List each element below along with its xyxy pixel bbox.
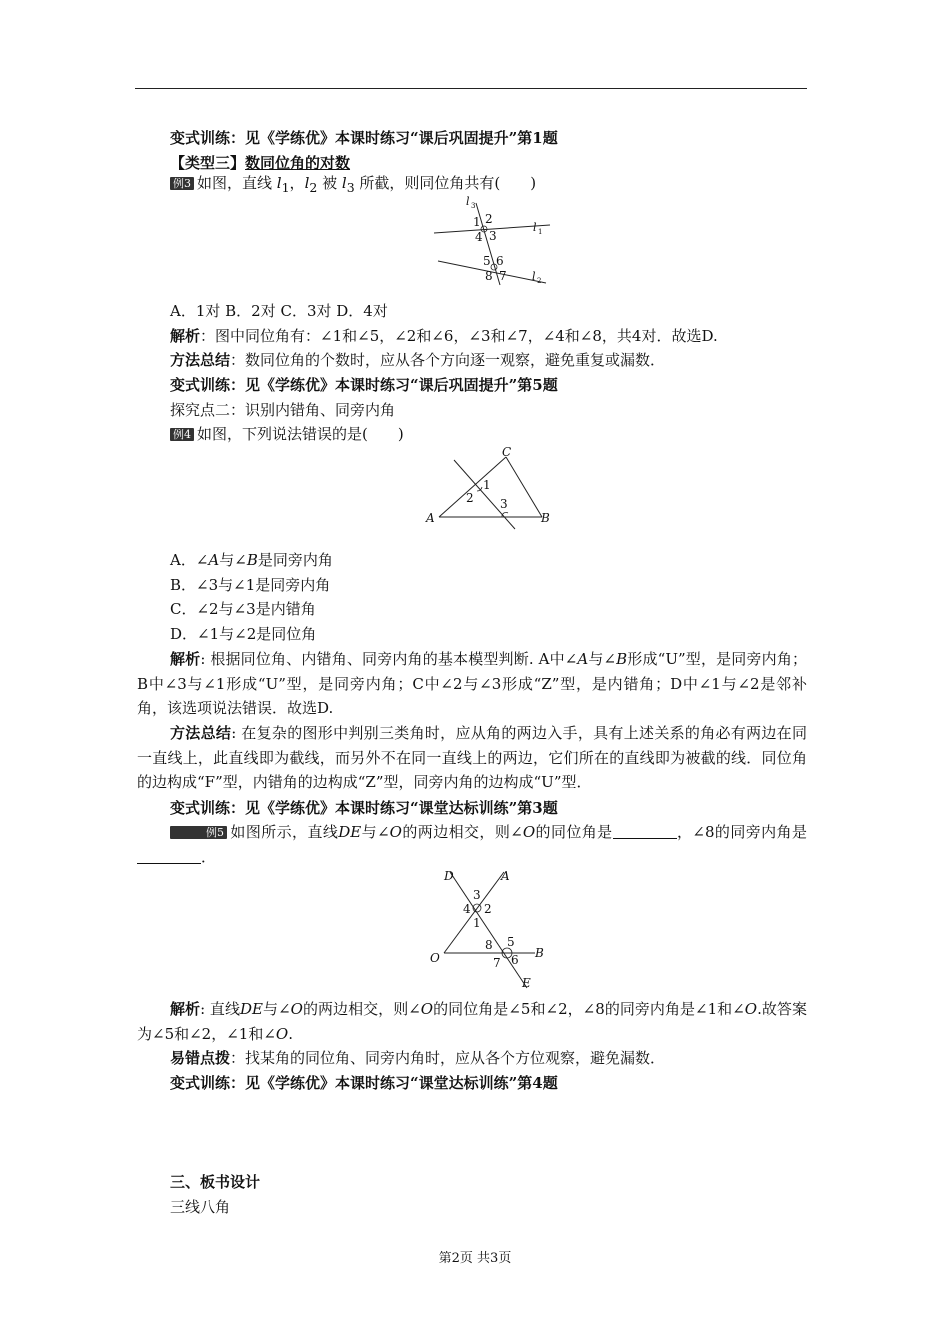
ex3-analysis-label: 解析 <box>170 327 201 345</box>
angle-label-8: 8 <box>485 938 493 952</box>
ex5-analysis-t3: 的两边相交，则∠ <box>302 1000 421 1018</box>
ex5-analysis-t4: 的同位角是∠5和∠2，∠8的同旁内角是∠1和∠ <box>433 1000 745 1018</box>
example3-badge: 例3 <box>170 177 194 190</box>
ex5-analysis-t1: : 直线 <box>200 1000 241 1018</box>
board-content: 三线八角 <box>170 1198 231 1216</box>
angle-label-8: 8 <box>485 269 493 283</box>
example3-analysis <box>170 326 718 346</box>
variant-training-4: 变式训练：见《学练优》本课时练习“课堂达标训练”第4题 <box>170 1074 558 1092</box>
label-l1: l <box>533 221 537 234</box>
example3-method <box>170 350 665 370</box>
ex5-t3: 的两边相交，则∠ <box>401 823 523 841</box>
ex5-DE: DE <box>338 823 362 841</box>
ex5-t6: ． <box>201 847 217 866</box>
example3-options: A．1对 B．2对 C．3对 D．4对 <box>170 302 388 320</box>
ex4-analysis-B: B <box>616 650 628 668</box>
ex5-analysis-O4: O <box>275 1024 289 1043</box>
label-D: D <box>444 869 454 883</box>
ex5-analysis-t5: .故答案为∠5和∠2，∠1和∠ <box>137 1000 807 1043</box>
angle-label-6: 6 <box>511 953 519 967</box>
ex3-l1: l <box>276 174 282 192</box>
figure-parallel-lines <box>420 193 560 293</box>
ex5-tip-label: 易错点拨 <box>170 1049 231 1067</box>
figure-triangle <box>420 440 560 532</box>
example4-question <box>170 424 404 444</box>
ex4-analysis-label: 解析 <box>170 650 201 668</box>
example4-method <box>137 721 807 795</box>
label-l2-sub: 2 <box>537 277 542 285</box>
type3-bracket: 【类型三】 <box>170 154 246 172</box>
label-O: O <box>430 951 440 965</box>
angle-label-4: 4 <box>475 230 483 244</box>
ex3-sep: ， <box>289 174 305 192</box>
ex5-analysis-O1: O <box>290 1000 303 1018</box>
vertex-C: C <box>502 445 512 459</box>
ex5-analysis-DE: DE <box>240 1000 263 1018</box>
angle-label-5: 5 <box>507 935 515 949</box>
example4-option-d: D．∠1与∠2是同位角 <box>170 625 317 643</box>
explore-point-2: 探究点二：识别内错角、同旁内角 <box>170 401 396 419</box>
ex5-analysis-t2: 与∠ <box>263 1000 291 1018</box>
type3-heading <box>170 153 350 173</box>
ex4-method-label: 方法总结 <box>170 724 232 742</box>
ex4-analysis-p2: 与∠ <box>588 650 617 668</box>
variant-training-1: 变式训练：见《学练优》本课时练习“课后巩固提升”第1题 <box>170 129 558 147</box>
ex5-t1: 如图所示，直线 <box>230 823 339 841</box>
angle-label-6: 6 <box>496 254 504 268</box>
example5-tip <box>170 1048 665 1068</box>
label-B: B <box>535 946 544 960</box>
ex5-O1: O <box>389 823 402 841</box>
ex4-method-text: : 在复杂的图形中判别三类角时，应从角的两边入手，具有上述关系的角必有两边在同一直线上，此直线即为截线，而另外不在同一直线上的两边，它们所在的直线即为被截的线．同位角的边构成“F”型，内错角的边构成“Z”型，同旁内角的边构成“U”型． <box>137 724 807 791</box>
label-A: A <box>501 869 510 883</box>
ex3-text-a: 如图，直线 <box>197 174 277 192</box>
example4-option-a <box>170 550 333 570</box>
ex3-text-b: 被 <box>317 174 342 192</box>
angle-label-4: 4 <box>463 902 471 916</box>
ex5-t5: ，∠8的同旁内角是 <box>676 823 807 841</box>
ex3-l2-sub: 2 <box>309 180 318 195</box>
type3-title: 数同位角的对数 <box>245 154 351 172</box>
answer-blank-2[interactable] <box>137 849 201 864</box>
ex3-method-text: ：数同位角的个数时，应从各个方向逐一观察，避免重复或漏数． <box>230 351 666 369</box>
angle-label-5: 5 <box>483 254 491 268</box>
variant-training-3: 变式训练：见《学练优》本课时练习“课堂达标训练”第3题 <box>170 799 558 817</box>
label-l3-sub: 3 <box>471 202 476 210</box>
angle-label-3: 3 <box>489 229 497 243</box>
ex5-analysis-label: 解析 <box>170 1000 201 1018</box>
ex3-analysis-text: ：图中同位角有：∠1和∠5，∠2和∠6，∠3和∠7，∠4和∠8，共4对．故选D. <box>200 327 718 345</box>
ex3-method-label: 方法总结 <box>170 351 231 369</box>
label-l3: l <box>466 195 470 208</box>
angle-label-2: 2 <box>466 491 474 505</box>
example4-option-b: B．∠3与∠1是同旁内角 <box>170 576 331 594</box>
opt-a-3: 是同旁内角 <box>257 551 333 569</box>
ex5-analysis-O2: O <box>420 1000 434 1018</box>
vertex-A: A <box>426 511 435 525</box>
angle-label-1: 1 <box>473 916 481 930</box>
label-l1-sub: 1 <box>538 228 543 236</box>
opt-a-B: B <box>246 551 258 569</box>
ex3-text-c: 所截，则同位角共有( ) <box>354 174 537 192</box>
label-l2: l <box>532 270 536 283</box>
example5-badge: 例5 <box>170 826 227 839</box>
ex3-l1-sub: 1 <box>281 180 290 195</box>
example4-badge: 例4 <box>170 428 194 441</box>
ex4-analysis-p3: 形成“U”型，是同旁内角；B中∠3与∠1形成“U”型，是同旁内角；C中∠2与∠3形成“Z”型，是内错角；D中∠1与∠2是邻补角，该选项说法错误．故选D. <box>137 650 807 717</box>
ex3-l2: l <box>304 174 310 192</box>
label-E: E <box>522 976 531 990</box>
example4-analysis <box>137 647 807 721</box>
angle-label-1: 1 <box>473 215 481 229</box>
header-rule <box>135 88 807 89</box>
ex4-question-text: 如图，下列说法错误的是( ) <box>197 425 404 443</box>
transversal-line <box>454 460 515 529</box>
ex5-analysis-t6: . <box>288 1024 293 1043</box>
angle-label-7: 7 <box>499 269 507 283</box>
angle-label-3: 3 <box>473 888 481 902</box>
angle-label-2: 2 <box>485 212 493 226</box>
page-footer: 第2页 共3页 <box>438 1251 512 1266</box>
variant-training-2: 变式训练：见《学练优》本课时练习“课后巩固提升”第5题 <box>170 376 558 394</box>
answer-blank-1[interactable] <box>613 824 677 839</box>
angle-label-1: 1 <box>483 478 491 492</box>
angle-label-3: 3 <box>500 497 508 511</box>
ex5-O2: O <box>522 823 536 841</box>
opt-a-1: A．∠ <box>170 551 209 569</box>
vertex-B: B <box>541 511 550 525</box>
ray-OA <box>444 872 504 953</box>
ex4-analysis-A: A <box>577 650 589 668</box>
example5-question <box>137 820 807 869</box>
ex4-analysis-p1: : 根据同位角、内错角、同旁内角的基本模型判断. A中∠ <box>200 650 578 668</box>
opt-a-2: 与∠ <box>219 551 247 569</box>
angle-label-2: 2 <box>484 902 492 916</box>
ex3-l3: l <box>341 174 347 192</box>
ex5-tip-text: ：找某角的同位角、同旁内角时，应从各个方位观察，避免漏数． <box>230 1049 666 1067</box>
ex5-t4: 的同位角是 <box>535 823 613 841</box>
figure-angle-O <box>425 866 550 991</box>
example4-option-c: C．∠2与∠3是内错角 <box>170 600 316 618</box>
ex5-analysis-O3: O <box>744 1000 758 1018</box>
ex5-t2: 与∠ <box>361 823 390 841</box>
example5-analysis <box>137 997 807 1046</box>
opt-a-A: A <box>208 551 220 569</box>
ex3-l3-sub: 3 <box>346 180 355 195</box>
angle-label-7: 7 <box>493 956 501 970</box>
section-board-design: 三、板书设计 <box>170 1173 261 1191</box>
segment-CB <box>506 457 542 517</box>
